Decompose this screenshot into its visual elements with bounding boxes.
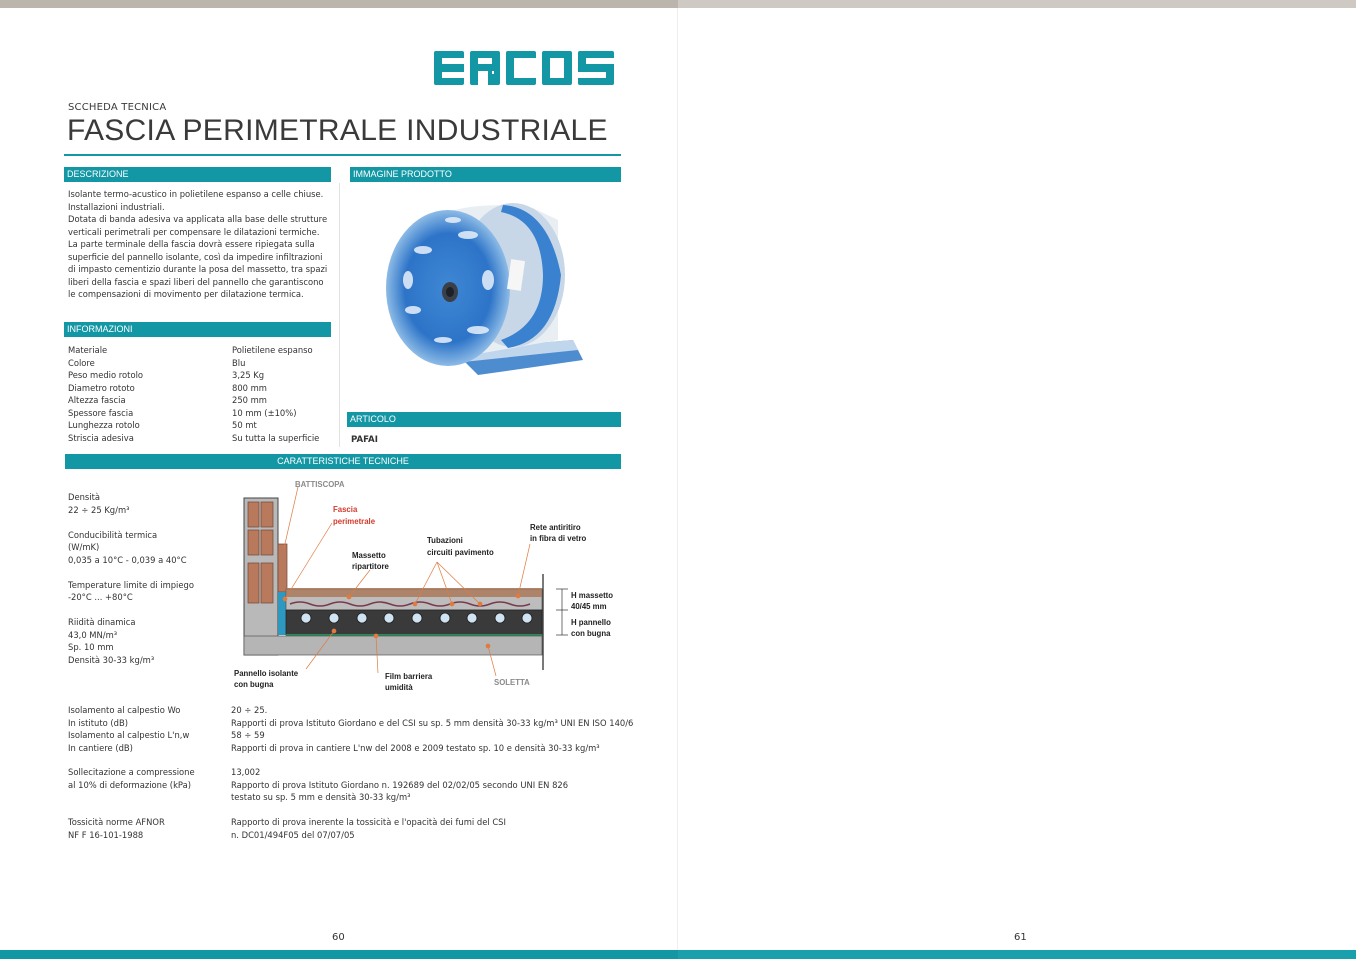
tech-label: In istituto (dB) <box>68 717 128 728</box>
diagram-label-h-massetto: 40/45 mm <box>571 602 607 611</box>
tech-row-labels <box>68 816 165 841</box>
diagram-label-massetto: ripartitore <box>352 562 389 571</box>
tech-line: 43,0 MN/m³ <box>68 629 118 640</box>
info-row <box>68 420 328 432</box>
diagram-label-tubazioni: Tubazioni <box>427 536 463 545</box>
tech-value: 13,002 <box>231 767 261 777</box>
section-header-descrizione: DESCRIZIONE <box>64 167 331 182</box>
tech-value: Rapporti di prova Istituto Giordano e del CSI su sp. 5 mm densità 30-33 kg/m³ UNI EN ISO 140/6 <box>231 717 634 728</box>
info-row <box>68 433 328 445</box>
tech-label: Tossicità norme AFNOR <box>68 817 165 827</box>
diagram-label-battiscopa: BATTISCOPA <box>295 480 345 489</box>
info-label: Lunghezza rotolo <box>68 420 140 430</box>
tech-row-values <box>231 704 633 754</box>
tech-line: Densità <box>68 492 101 502</box>
description-line: liberi della fascia e spazi liberi del pannello che garantiscono <box>68 276 324 287</box>
info-value: 250 mm <box>232 395 267 405</box>
tech-line <box>68 604 194 617</box>
description-line: verticali perimetrali per compensare le dilatazioni termiche. <box>68 226 320 237</box>
info-label: Colore <box>68 357 95 368</box>
tech-value: 58 ÷ 59 <box>231 730 265 740</box>
page-number-left: 60 <box>332 932 345 943</box>
section-header-articolo: ARTICOLO <box>347 412 621 427</box>
tech-row-values <box>231 766 568 804</box>
info-label: Spessore fascia <box>68 407 134 418</box>
info-value: 3,25 Kg <box>232 370 265 380</box>
info-value: Blu <box>232 357 246 368</box>
info-label: Striscia adesiva <box>68 432 134 443</box>
bottom-bar-left <box>0 950 678 959</box>
tech-value: testato su sp. 5 mm e densità 30-33 kg/m³ <box>231 792 411 802</box>
tech-line: 22 ÷ 25 Kg/m³ <box>68 504 130 515</box>
diagram-label-fascia: perimetrale <box>333 517 376 526</box>
info-row <box>68 395 328 407</box>
diagram-label-h-massetto: H massetto <box>571 591 614 600</box>
diagram-label-fascia: Fascia <box>333 505 358 514</box>
title-divider <box>64 154 621 156</box>
tech-value: Rapporti di prova in cantiere L'nw del 2008 e 2009 testato sp. 10 e densità 30-33 kg/m³ <box>231 742 600 753</box>
page-number-right: 61 <box>1014 932 1027 943</box>
diagram-label-soletta: SOLETTA <box>494 678 530 687</box>
diagram-label-h-pannello: con bugna <box>571 629 611 638</box>
tech-line: Conducibilità termica <box>68 529 158 540</box>
diagram-label-h-pannello: H pannello <box>571 618 611 627</box>
product-roll-image <box>383 190 588 390</box>
tech-value: Rapporto di prova inerente la tossicità e l'opacità dei fumi del CSI <box>231 817 506 827</box>
info-row <box>68 370 328 382</box>
info-row <box>68 358 328 370</box>
tech-line: Riidità dinamica <box>68 617 136 627</box>
diagram-label-tubazioni: circuiti pavimento <box>427 548 494 557</box>
tech-value: n. DC01/494F05 del 07/07/05 <box>231 829 355 840</box>
tech-line <box>68 566 194 579</box>
info-label: Peso medio rotolo <box>68 370 144 380</box>
tech-line: Temperature limite di impiego <box>68 579 194 590</box>
description-line: di impasto cementizio durante la posa del massetto, tra spazi <box>68 264 328 274</box>
column-divider <box>339 183 340 447</box>
tech-label: In cantiere (dB) <box>68 742 133 753</box>
description-line: La parte terminale della fascia dovrà essere ripiegata sulla <box>68 239 315 249</box>
tech-label: al 10% di deformazione (kPa) <box>68 779 191 790</box>
description-line: Isolante termo-acustico in polietilene espanso a celle chiuse. <box>68 189 324 199</box>
info-label: Diametro rototo <box>68 382 135 393</box>
info-value: 50 mt <box>232 420 257 430</box>
description-line: Installazioni industriali. <box>68 201 165 212</box>
page-gutter <box>677 8 678 950</box>
info-row <box>68 345 328 357</box>
description-line: superficie del pannello isolante, così da impedire infiltrazioni <box>68 251 323 262</box>
tech-label: Isolamento al calpestio Wo <box>68 705 181 715</box>
tech-line: Densità 30-33 kg/m³ <box>68 654 155 665</box>
tech-line: Sp. 10 mm <box>68 642 114 652</box>
info-value: Polietilene espanso <box>232 345 313 355</box>
floor-cross-section-diagram <box>230 476 620 698</box>
bottom-bar-right <box>678 950 1356 959</box>
tech-label: NF F 16-101-1988 <box>68 829 144 840</box>
tech-line: 0,035 a 10°C - 0,039 a 40°C <box>68 554 187 565</box>
diagram-label-massetto: Massetto <box>352 551 386 560</box>
info-value: Su tutta la superficie <box>232 432 320 443</box>
info-row <box>68 383 328 395</box>
info-label: Altezza fascia <box>68 395 126 405</box>
info-row <box>68 408 328 420</box>
tech-row-values <box>231 816 506 841</box>
description-text <box>68 188 334 301</box>
diagram-label-rete: Rete antiritiro <box>530 523 581 532</box>
section-header-informazioni: INFORMAZIONI <box>64 322 331 337</box>
tech-line <box>68 516 194 529</box>
diagram-label-pannello: con bugna <box>234 680 274 689</box>
section-header-caratteristiche: CARATTERISTICHE TECNICHE <box>65 454 621 469</box>
tech-row-labels <box>68 766 195 791</box>
info-value: 10 mm (±10%) <box>232 407 297 418</box>
top-bar-right <box>678 0 1356 8</box>
tech-value: 20 ÷ 25. <box>231 705 268 715</box>
diagram-label-film: Film barriera <box>385 672 433 681</box>
diagram-label-film: umidità <box>385 683 413 692</box>
description-line: Dotata di banda adesiva va applicata alla base delle strutture <box>68 214 328 224</box>
tech-row-labels <box>68 704 189 754</box>
tech-line: -20°C ... +80°C <box>68 592 133 602</box>
tech-label: Sollecitazione a compressione <box>68 767 195 777</box>
tech-value: Rapporto di prova Istituto Giordano n. 192689 del 02/02/05 secondo UNI EN 826 <box>231 779 569 790</box>
diagram-label-rete: in fibra di vetro <box>530 534 587 543</box>
tech-line: (W/mK) <box>68 542 100 552</box>
document-kicker: SCCHEDA TECNICA <box>68 102 167 113</box>
top-bar-left <box>0 0 678 8</box>
section-header-immagine: IMMAGINE PRODOTTO <box>350 167 621 182</box>
article-code: PAFAI <box>351 435 378 445</box>
info-value: 800 mm <box>232 382 267 393</box>
ercos-logo <box>434 51 614 85</box>
page-title: FASCIA PERIMETRALE INDUSTRIALE <box>67 114 608 147</box>
description-line: le compensazioni di movimento per dilatazione termica. <box>68 289 304 299</box>
info-label: Materiale <box>68 345 108 355</box>
tech-label: Isolamento al calpestio L'n,w <box>68 730 190 740</box>
tech-properties-list <box>68 491 194 666</box>
diagram-label-pannello: Pannello isolante <box>234 669 299 678</box>
